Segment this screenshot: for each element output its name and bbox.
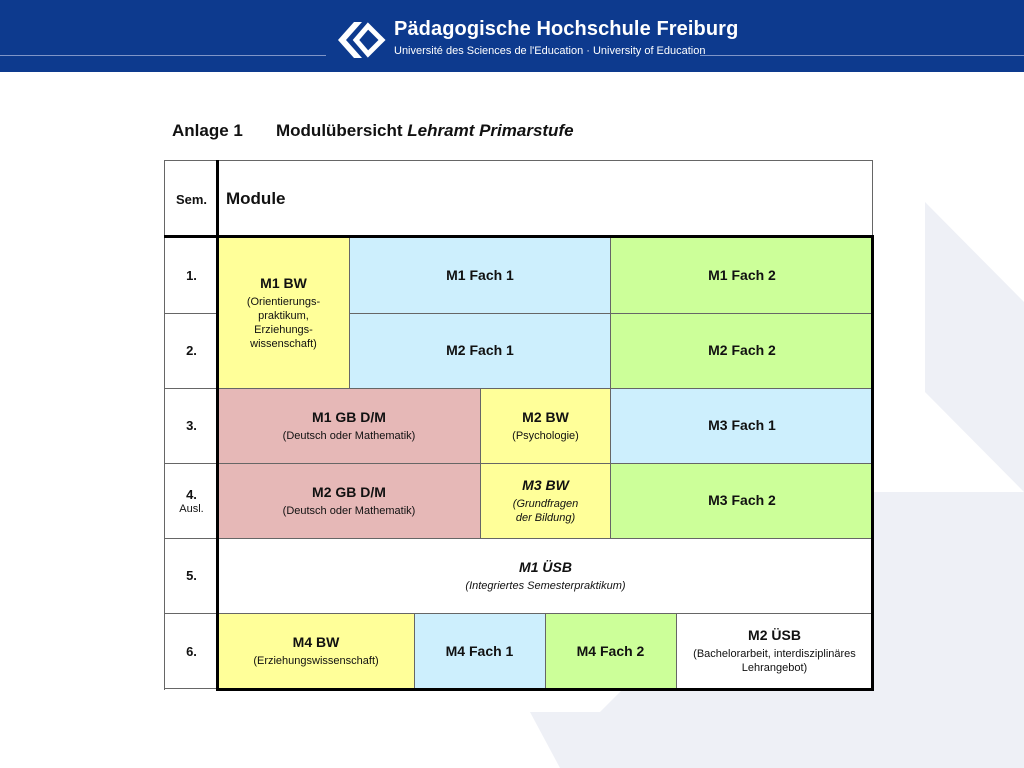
module-title: M4 Fach 2	[576, 642, 645, 659]
module-area-border-bottom	[216, 688, 874, 691]
semester-label-3	[165, 388, 218, 463]
module-title: M3 BW	[522, 476, 569, 493]
sem-row-divider	[164, 463, 218, 464]
module-m1-gb-dm	[218, 388, 480, 463]
module-m1-bw	[218, 237, 349, 388]
module-m1-fach2	[611, 237, 873, 313]
module-subtitle: (Psychologie)	[512, 429, 579, 442]
module-title: M3 Fach 2	[708, 492, 776, 508]
module-title: M2 Fach 2	[708, 342, 776, 358]
semester-label-4	[165, 463, 218, 538]
semester-number: 1.	[186, 267, 197, 283]
university-name: Pädagogische Hochschule Freiburg	[394, 18, 739, 40]
module-subtitle: (Orientierungs-praktikum, Erziehungs-wissenschaft)	[246, 295, 321, 350]
semester-label-5	[165, 538, 218, 613]
module-m1-fach1	[349, 237, 611, 313]
module-m4-fach1	[414, 613, 545, 689]
module-title: M2 Fach 1	[446, 342, 514, 358]
semester-number: 3.	[186, 418, 197, 433]
module-m4-bw	[218, 613, 414, 689]
module-m3-fach2	[611, 463, 873, 538]
sem-row-divider	[164, 388, 218, 389]
cell-divider	[676, 613, 677, 689]
cell-divider	[414, 613, 415, 689]
module-m2-usb	[676, 613, 873, 689]
module-m2-fach2	[611, 313, 873, 388]
module-m3-bw	[480, 463, 611, 538]
table-border-top	[164, 160, 873, 161]
module-m2-gb-dm	[218, 463, 480, 538]
semester-number: 6.	[186, 643, 197, 659]
module-area-border-top	[164, 235, 874, 238]
module-m2-fach1	[349, 313, 611, 388]
semester-number: 2.	[186, 343, 197, 358]
cell-divider	[349, 313, 873, 314]
module-title: M1 Fach 1	[446, 266, 514, 283]
module-title: M4 Fach 1	[445, 642, 514, 659]
module-title: M1 Fach 2	[708, 266, 776, 283]
table-border-bottom-sem	[164, 688, 217, 689]
module-subtitle: (Grundfragen der Bildung)	[512, 497, 579, 524]
university-subtitle: Université des Sciences de l'Education · University of Education	[394, 45, 706, 57]
title-plain: Modulübersicht	[276, 121, 408, 140]
table-border-left	[164, 160, 165, 690]
semester-note: Ausl.	[179, 502, 204, 515]
module-m3-fach1	[611, 388, 873, 463]
sem-row-divider	[164, 538, 218, 539]
module-title: M1 ÜSB	[519, 558, 572, 575]
module-subtitle: (Erziehungswissenschaft)	[253, 655, 379, 667]
title-italic: Lehramt Primarstufe	[407, 121, 574, 140]
module-subtitle: (Deutsch oder Mathematik)	[282, 504, 416, 517]
module-subtitle: (Bachelorarbeit, interdisziplinäres Lehrangebot)	[693, 648, 856, 674]
cell-divider	[545, 613, 546, 689]
module-title: M2 BW	[522, 408, 569, 425]
module-m2-bw	[480, 388, 611, 463]
module-title: M1 GB D/M	[312, 408, 386, 425]
cell-divider	[349, 237, 350, 388]
cell-divider	[218, 538, 873, 539]
module-area-border-right	[871, 235, 874, 691]
cell-divider	[610, 237, 611, 538]
module-title: M2 GB D/M	[312, 483, 386, 500]
sem-row-divider	[164, 613, 218, 614]
semester-label-2	[165, 313, 218, 388]
module-title: M4 BW	[292, 634, 340, 650]
cell-divider	[218, 388, 873, 389]
cell-divider	[480, 388, 481, 538]
appendix-label: Anlage 1	[172, 121, 243, 140]
semester-label-1	[165, 237, 218, 313]
module-column-header: Module	[218, 161, 873, 237]
module-title: M3 Fach 1	[708, 417, 776, 433]
module-area-border-left	[216, 160, 219, 691]
module-m4-fach2	[545, 613, 676, 689]
module-title: M2 ÜSB	[748, 627, 801, 643]
table-border-right-header	[872, 160, 873, 238]
module-subtitle: (Deutsch oder Mathematik)	[282, 429, 416, 442]
semester-label-6	[165, 613, 218, 689]
module-subtitle: (Integriertes Semesterpraktikum)	[465, 579, 626, 592]
cell-divider	[218, 463, 873, 464]
module-m1-usb	[218, 538, 873, 613]
sem-row-divider	[164, 313, 218, 314]
semester-number: 5.	[186, 568, 197, 583]
module-title: M1 BW	[260, 274, 307, 291]
semester-column-header: Sem.	[165, 161, 218, 237]
semester-number: 4.	[186, 486, 197, 502]
